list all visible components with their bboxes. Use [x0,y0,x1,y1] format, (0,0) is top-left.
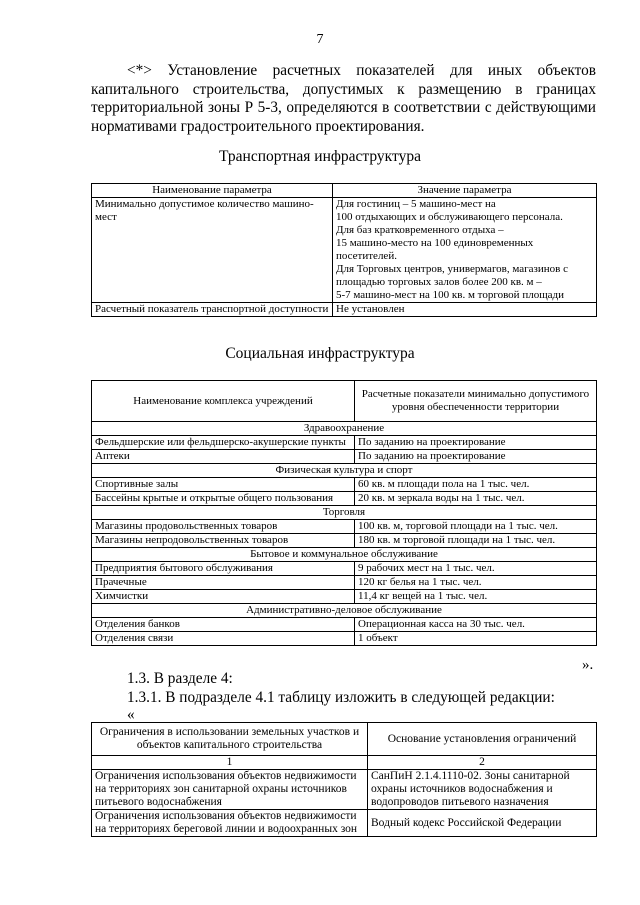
closing-quote: ». [582,657,594,673]
table-row [92,450,597,464]
table-row [92,618,597,632]
table-cell: 100 кв. м, торговой площади на 1 тыс. чел. [355,520,597,534]
table-cell: 120 кг белья на 1 тыс. чел. [355,576,597,590]
cell-line: Для Торговых центров, универмагов, магазинов с площадью торговых залов более 200 кв. м – [336,263,568,288]
column-header: Значение параметра [333,184,597,198]
social-heading: Социальная инфраструктура [225,345,415,362]
cell-line: 5-7 машино-мест на 100 кв. м торговой площади [336,289,565,301]
transport-table [91,183,597,317]
table-cell: 9 рабочих мест на 1 тыс. чел. [355,562,597,576]
table-cell: Фельдшерские или фельдшерско-акушерские пункты [92,436,355,450]
table-cell: 1 объект [355,632,597,646]
cell-line: 100 отдыхающих и обслуживающего персонала. [336,211,563,223]
transport-heading: Транспортная инфраструктура [219,148,421,165]
section-row: Бытовое и коммунальное обслуживание [92,548,597,562]
table-cell: Отделения банков [92,618,355,632]
cell-line: Для гостиниц – 5 машино-мест на [336,198,496,210]
table-cell: По заданию на проектирование [355,450,597,464]
section-row: Здравоохранение [92,422,597,436]
opening-quote: « [127,706,135,723]
column-number: 1 [92,756,368,770]
table-row [92,770,597,810]
table-cell: Ограничения использования объектов недвижимости на территориях зон санитарной охраны источников питьевого водоснабжения [92,770,368,810]
table-cell: Магазины продовольственных товаров [92,520,355,534]
table-row [92,590,597,604]
table-row [92,478,597,492]
table-cell: 180 кв. м торговой площади на 1 тыс. чел. [355,534,597,548]
intro-paragraph: <*> Установление расчетных показателей для иных объектов капитального строительства, допустимых к размещению в границах территориальной зоны Р 5-3, определяются в соответствии с действующими нормативами градостроительного проектирования. [91,62,596,135]
table-row [92,198,597,303]
column-header: Основание установления ограничений [368,723,597,756]
table-cell: Операционная касса на 30 тыс. чел. [355,618,597,632]
table-cell: 11,4 кг вещей на 1 тыс. чел. [355,590,597,604]
table-row [92,492,597,506]
column-header: Наименование параметра [92,184,333,198]
section-row: Административно-деловое обслуживание [92,604,597,618]
table-row [92,534,597,548]
table-cell: Химчистки [92,590,355,604]
table-cell: Расчетный показатель транспортной доступности [92,303,333,317]
table-cell: Ограничения использования объектов недвижимости на территориях береговой линии и водоохранных зон [92,810,368,837]
table-cell: Магазины непродовольственных товаров [92,534,355,548]
table-cell: Спортивные залы [92,478,355,492]
column-header: Расчетные показатели минимально допустимого уровня обеспеченности территории [355,381,597,422]
table-row [92,562,597,576]
section-row: Физическая культура и спорт [92,464,597,478]
column-number-row [92,756,597,770]
table-cell [333,198,597,303]
table-row [92,810,597,837]
cell-line: 15 машино-место на 100 единовременных посетителей. [336,237,534,262]
social-table [91,380,597,646]
table-cell: Бассейны крытые и открытые общего пользования [92,492,355,506]
section-row: Торговля [92,506,597,520]
table-cell: Не установлен [333,303,597,317]
table-row [92,436,597,450]
table-header-row [92,723,597,756]
table-row [92,520,597,534]
table-cell: Прачечные [92,576,355,590]
table-cell: Минимально допустимое количество машино-мест [92,198,333,303]
table-cell: СанПиН 2.1.4.1110-02. Зоны санитарной охраны источников водоснабжения и водопроводов питьевого назначения [368,770,597,810]
table-cell: Предприятия бытового обслуживания [92,562,355,576]
section-line-2: 1.3.1. В подразделе 4.1 таблицу изложить в следующей редакции: [127,689,555,706]
table-cell: По заданию на проектирование [355,436,597,450]
table-cell: 60 кв. м площади пола на 1 тыс. чел. [355,478,597,492]
table-row [92,576,597,590]
table-cell: Отделения связи [92,632,355,646]
column-number: 2 [368,756,597,770]
table-cell: 20 кв. м зеркала воды на 1 тыс. чел. [355,492,597,506]
table-cell: Водный кодекс Российской Федерации [368,810,597,837]
table-row [92,303,597,317]
table-header-row [92,381,597,422]
table-header-row [92,184,597,198]
page-number: 7 [316,32,324,47]
column-header: Ограничения в использовании земельных участков и объектов капитального строительства [92,723,368,756]
restrictions-table [91,722,597,837]
table-row [92,632,597,646]
cell-line: Для баз кратковременного отдыха – [336,224,504,236]
section-line-1: 1.3. В разделе 4: [127,670,233,687]
table-cell: Аптеки [92,450,355,464]
column-header: Наименование комплекса учреждений [92,381,355,422]
